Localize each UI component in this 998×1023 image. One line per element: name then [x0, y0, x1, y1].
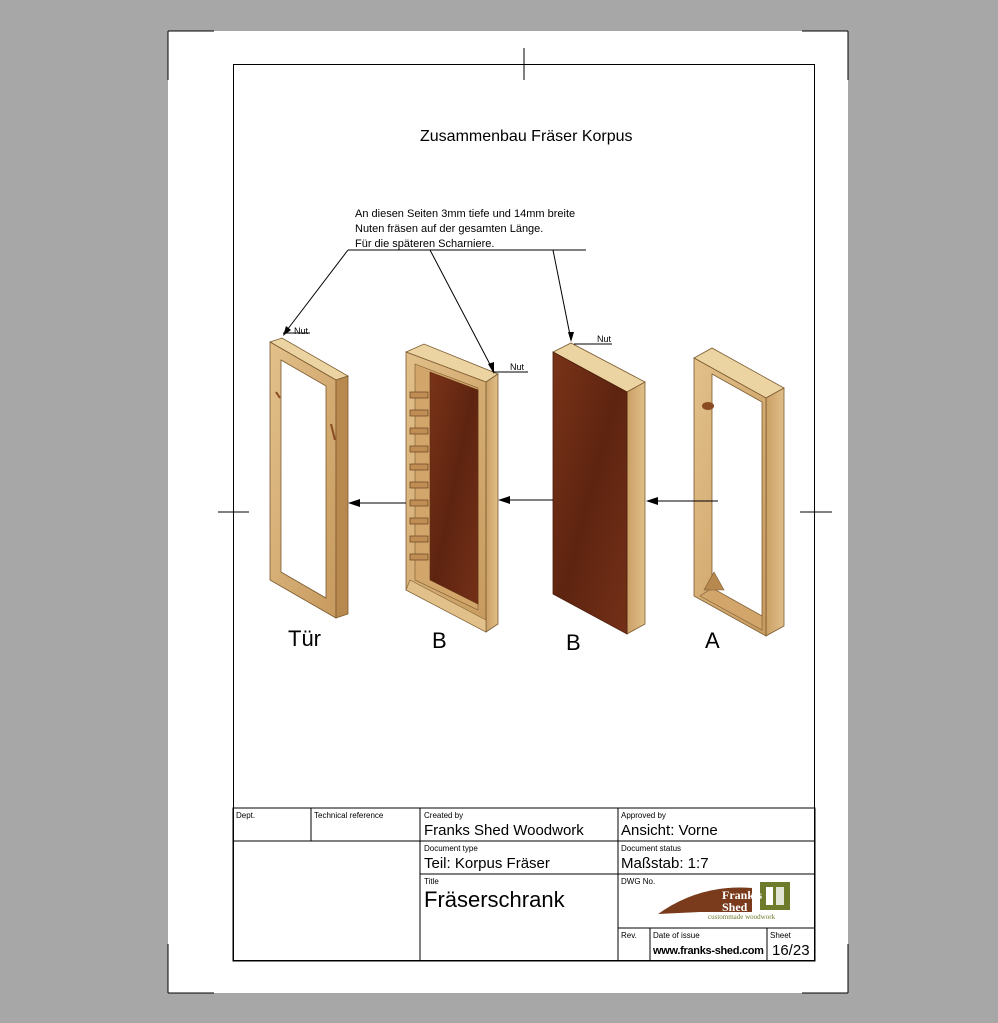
- logo-line-1: Frank's: [722, 888, 763, 902]
- part-label-b1: B: [432, 628, 447, 653]
- dept-label: Dept.: [236, 811, 256, 820]
- rev-label: Rev.: [621, 931, 637, 940]
- created-by-value: Franks Shed Woodwork: [424, 822, 584, 839]
- website-link[interactable]: www.franks-shed.com: [653, 945, 764, 957]
- part-b-carcass: [406, 344, 498, 632]
- doc-type-value: Teil: Korpus Fräser: [424, 855, 550, 872]
- nut-label-door: Nut: [294, 326, 309, 336]
- sheet-label: Sheet: [770, 931, 791, 940]
- approved-by-label: Approved by: [621, 811, 666, 820]
- doc-type-label: Document type: [424, 844, 478, 853]
- part-label-door: Tür: [288, 626, 321, 651]
- title-value: Fräserschrank: [424, 887, 565, 912]
- part-a-frame: [694, 348, 784, 636]
- nut-label-panel: Nut: [597, 334, 612, 344]
- note-line-1: An diesen Seiten 3mm tiefe und 14mm breite: [355, 208, 576, 220]
- note-line-2: Nuten fräsen auf der gesamten Länge.: [355, 223, 544, 235]
- created-by-label: Created by: [424, 811, 464, 820]
- tech-ref-label: Technical reference: [314, 811, 384, 820]
- date-of-issue-label: Date of issue: [653, 931, 700, 940]
- nut-label-carcass: Nut: [510, 362, 525, 372]
- approved-by-value: Ansicht: Vorne: [621, 822, 718, 839]
- logo-tagline: custommade woodwork: [708, 913, 776, 921]
- part-label-a: A: [705, 628, 720, 653]
- title-label: Title: [424, 877, 439, 886]
- part-door-frame: [270, 338, 348, 618]
- doc-status-label: Document status: [621, 844, 682, 853]
- sheet-value: 16/23: [772, 942, 810, 959]
- dwg-no-label: DWG No.: [621, 877, 656, 886]
- doc-status-value: Maßstab: 1:7: [621, 855, 709, 872]
- note-line-3: Für die späteren Scharniere.: [355, 238, 495, 250]
- drawing-title: Zusammenbau Fräser Korpus: [420, 128, 633, 145]
- part-label-b2: B: [566, 630, 581, 655]
- part-b-panel: [553, 343, 645, 634]
- logo-line-2: Shed: [722, 900, 748, 914]
